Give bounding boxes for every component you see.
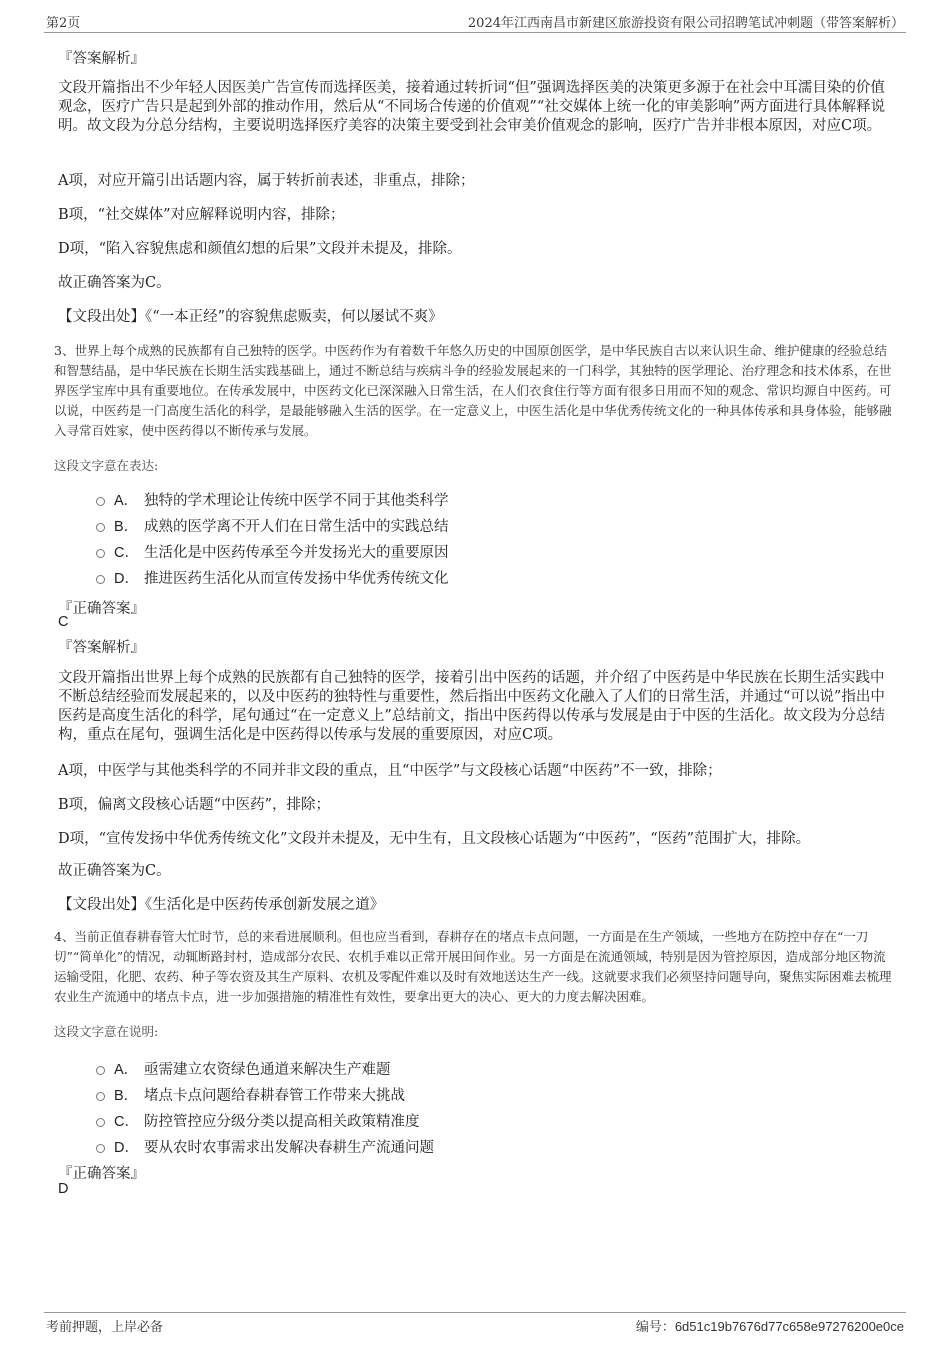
radio-icon[interactable] bbox=[96, 1092, 105, 1101]
document-code: 编号：6d51c19b7676d77c658e97276200e0ce bbox=[635, 1319, 904, 1335]
option-a-explanation: A项，中医学与其他类科学的不同并非文段的重点，且“中医学”与文段核心话题“中医药”不一致，排除； bbox=[58, 763, 722, 779]
radio-icon[interactable] bbox=[96, 1144, 105, 1153]
page-number: 第2页 bbox=[46, 16, 81, 31]
footer-slogan: 考前押题，上岸必备 bbox=[46, 1320, 164, 1335]
analysis-heading: 『答案解析』 bbox=[58, 640, 145, 656]
correct-answer-heading: 『正确答案』 bbox=[58, 601, 145, 617]
option-c[interactable]: C． 防控管控应分级分类以提高相关政策精准度 bbox=[96, 1110, 420, 1131]
option-d[interactable]: D． 要从农时农事需求出发解决春耕生产流通问题 bbox=[96, 1136, 434, 1157]
radio-icon[interactable] bbox=[96, 549, 105, 558]
question-prompt: 这段文字意在表达: bbox=[54, 458, 159, 473]
correct-answer-heading: 『正确答案』 bbox=[58, 1166, 145, 1182]
question-stem: 3、世界上每个成熟的民族都有自己独特的医学。中医药作为有着数千年悠久历史的中国原创医学，是中华民族自古以来认识生命、维护健康的经验总结和智慧结晶，是中华民族在长期生活实践基础上，通过不断总结与疾病斗争的经验发展起来的一门科学，其独特的医学理论、治疗理念和技术体系，在世界医学宝库中具有重要地位。在传承发展中，中医药文化已深深融入日常生活，在人们衣食住行等方面有很多日用而不知的观念、常识均源自中医药。可以说，中医药是一门高度生活化的科学，是最能够融入生活的医学。在一定意义上，中医生活化是中华优秀传统文化的一种具体传承和具身体验，能够融入寻常百姓家，使中医药得以不断传承与发展。 bbox=[54, 343, 892, 438]
question-prompt: 这段文字意在说明: bbox=[54, 1024, 159, 1039]
source: 【文段出处】《“一本正经”的容貌焦虑贩卖，何以屡试不爽》 bbox=[58, 309, 443, 325]
option-d[interactable]: D． 推进医药生活化从而宣传发扬中华优秀传统文化 bbox=[96, 567, 449, 588]
analysis-text: 文段开篇指出世界上每个成熟的民族都有自己独特的医学，接着引出中医药的话题，并介绍了中医药是中华民族在长期生活实践中不断总结经验而发展起来的，以及中医药的独特性与重要性，然后指出中医药文化融入了人们的日常生活，并通过“可以说”指出中医药是高度生活化的科学，尾句通过“在一定意义上”总结前文，指出中医药得以传承与发展是由于中医的生活化。故文段为分总结构，重点在尾句，强调生活化是中医药得以传承与发展的重要原因，对应C项。 bbox=[58, 670, 885, 743]
document-title: 2024年江西南昌市新建区旅游投资有限公司招聘笔试冲刺题（带答案解析） bbox=[467, 16, 904, 31]
option-b[interactable]: B． 成熟的医学离不开人们在日常生活中的实践总结 bbox=[96, 515, 449, 536]
correct-answer: D bbox=[58, 1181, 69, 1197]
page-header bbox=[44, 10, 906, 33]
analysis-heading: 『答案解析』 bbox=[58, 51, 145, 67]
option-a[interactable]: A． 独特的学术理论让传统中医学不同于其他类科学 bbox=[96, 489, 449, 510]
conclusion: 故正确答案为C。 bbox=[58, 275, 171, 291]
radio-icon[interactable] bbox=[96, 1066, 105, 1075]
page-footer bbox=[44, 1312, 906, 1335]
option-d-explanation: D项，“陷入容貌焦虑和颜值幻想的后果”文段并未提及，排除。 bbox=[58, 241, 462, 257]
option-b-explanation: B项，“社交媒体”对应解释说明内容，排除； bbox=[58, 207, 345, 223]
option-c[interactable]: C． 生活化是中医药传承至今并发扬光大的重要原因 bbox=[96, 541, 449, 562]
option-b-explanation: B项，偏离文段核心话题“中医药”，排除； bbox=[58, 797, 330, 813]
option-a[interactable]: A． 亟需建立农资绿色通道来解决生产难题 bbox=[96, 1058, 391, 1079]
option-d-explanation: D项，“宣传发扬中华优秀传统文化”文段并未提及，无中生有，且文段核心话题为“中医药”，“医药”范围扩大，排除。 bbox=[58, 831, 811, 847]
radio-icon[interactable] bbox=[96, 575, 105, 584]
radio-icon[interactable] bbox=[96, 497, 105, 506]
radio-icon[interactable] bbox=[96, 1118, 105, 1127]
analysis-text: 文段开篇指出不少年轻人因医美广告宣传而选择医美，接着通过转折词“但”强调选择医美的决策更多源于在社会中耳濡目染的价值观念，医疗广告只是起到外部的推动作用，然后从“不同场合传递的价值观”“社交媒体上统一化的审美影响”两方面进行具体解释说明。故文段为分总分结构，主要说明选择医疗美容的决策主要受到社会审美价值观念的影响，医疗广告并非根本原因，对应C项。 bbox=[58, 80, 886, 134]
correct-answer: C bbox=[58, 614, 69, 630]
option-b[interactable]: B． 堵点卡点问题给春耕春管工作带来大挑战 bbox=[96, 1084, 405, 1105]
radio-icon[interactable] bbox=[96, 523, 105, 532]
conclusion: 故正确答案为C。 bbox=[58, 863, 171, 879]
question-stem: 4、当前正值春耕春管大忙时节，总的来看进展顺利。但也应当看到，春耕存在的堵点卡点问题，一方面是在生产领域，一些地方在防控中存在“一刀切”“简单化”的情况，动辄断路封村，造成部分农民、农机手难以正常开展田间作业。另一方面是在流通领域，特别是因为管控原因，造成部分地区物流运输受阻，化肥、农药、种子等农资及其生产原料、农机及零配件难以及时有效地送达生产一线。这就要求我们必须坚持问题导向，聚焦实际困难去梳理农业生产流通中的堵点卡点，进一步加强措施的精准性有效性，要拿出更大的决心、更大的力度去解决困难。 bbox=[54, 929, 892, 1004]
option-a-explanation: A项，对应开篇引出话题内容，属于转折前表述，非重点，排除； bbox=[58, 173, 475, 189]
source: 【文段出处】《生活化是中医药传承创新发展之道》 bbox=[58, 897, 385, 913]
